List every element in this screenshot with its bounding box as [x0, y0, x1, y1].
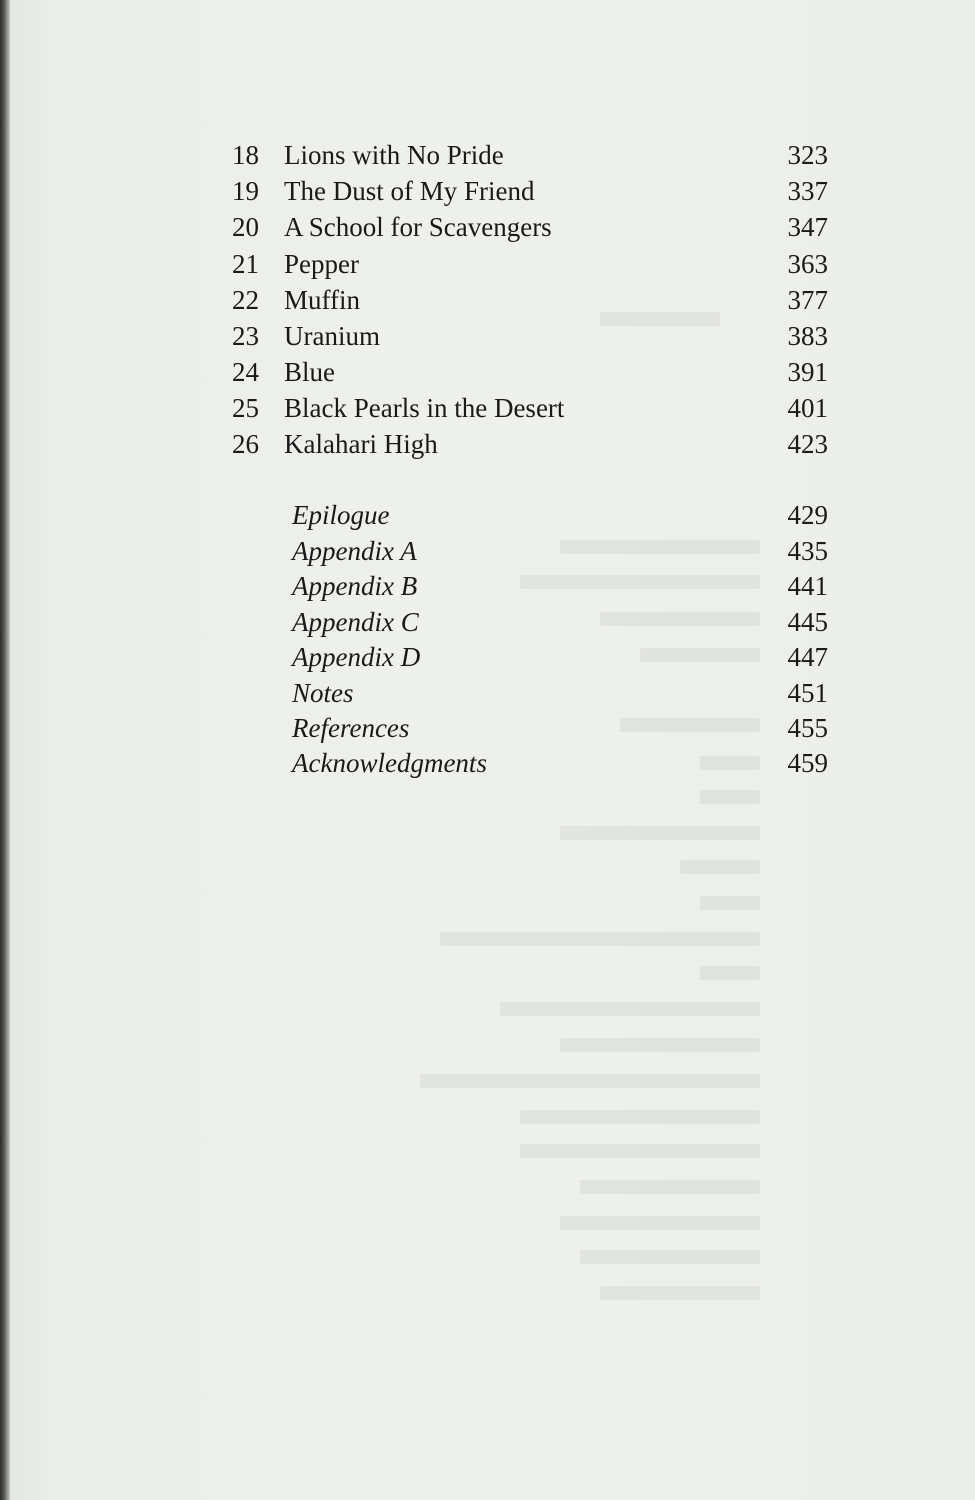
chapter-number: 19 [232, 176, 259, 206]
page-number: 423 [787, 429, 828, 459]
page-number: 445 [787, 607, 828, 637]
chapter-title: Uranium [284, 321, 380, 351]
page-number: 391 [787, 357, 828, 387]
section-title: Epilogue [292, 500, 390, 530]
page-number: 363 [787, 249, 828, 279]
toc-entry [232, 426, 828, 462]
chapter-title: A School for Scavengers [284, 212, 552, 242]
page-number: 455 [787, 713, 828, 743]
section-title: Appendix C [292, 607, 419, 637]
toc-entry [232, 246, 828, 282]
page-number: 435 [787, 536, 828, 566]
section-title: Appendix B [292, 571, 418, 601]
section-title: Acknowledgments [292, 748, 487, 778]
page-number: 447 [787, 642, 828, 672]
section-title: References [292, 713, 410, 743]
chapter-number: 18 [232, 140, 259, 170]
chapter-number: 23 [232, 321, 259, 351]
page-number: 323 [787, 140, 828, 170]
chapter-number: 26 [232, 429, 259, 459]
toc-entry-back-matter [232, 675, 828, 711]
page-number: 337 [787, 176, 828, 206]
toc-entry-back-matter [232, 710, 828, 746]
page-number: 383 [787, 321, 828, 351]
chapter-title: Black Pearls in the Desert [284, 393, 565, 423]
chapter-number: 20 [232, 212, 259, 242]
chapter-number: 22 [232, 285, 259, 315]
toc-entry [232, 318, 828, 354]
page-number: 441 [787, 571, 828, 601]
section-title: Appendix D [292, 642, 421, 672]
chapter-title: The Dust of My Friend [284, 176, 535, 206]
toc-entry [232, 282, 828, 318]
chapter-title: Muffin [284, 285, 361, 315]
section-title: Appendix A [292, 536, 417, 566]
chapter-number: 21 [232, 249, 259, 279]
chapter-number: 24 [232, 357, 259, 387]
chapter-title: Blue [284, 357, 335, 387]
chapter-number: 25 [232, 393, 259, 423]
toc-entry [232, 137, 828, 173]
toc-entry-back-matter [232, 745, 828, 781]
toc-entry-back-matter [232, 533, 828, 569]
chapter-title: Pepper [284, 249, 359, 279]
page-number: 347 [787, 212, 828, 242]
page-number: 429 [787, 500, 828, 530]
toc-entry-back-matter [232, 568, 828, 604]
toc-entry-back-matter [232, 639, 828, 675]
chapter-title: Lions with No Pride [284, 140, 504, 170]
section-title: Notes [292, 678, 354, 708]
toc-entry [232, 390, 828, 426]
toc-entry [232, 354, 828, 390]
page-number: 401 [787, 393, 828, 423]
page-number: 377 [787, 285, 828, 315]
toc-entry [232, 173, 828, 209]
chapter-title: Kalahari High [284, 429, 438, 459]
toc-entry [232, 209, 828, 245]
toc-entry-back-matter [232, 497, 828, 533]
page-number: 459 [787, 748, 828, 778]
toc-entry-back-matter [232, 604, 828, 640]
page-number: 451 [787, 678, 828, 708]
